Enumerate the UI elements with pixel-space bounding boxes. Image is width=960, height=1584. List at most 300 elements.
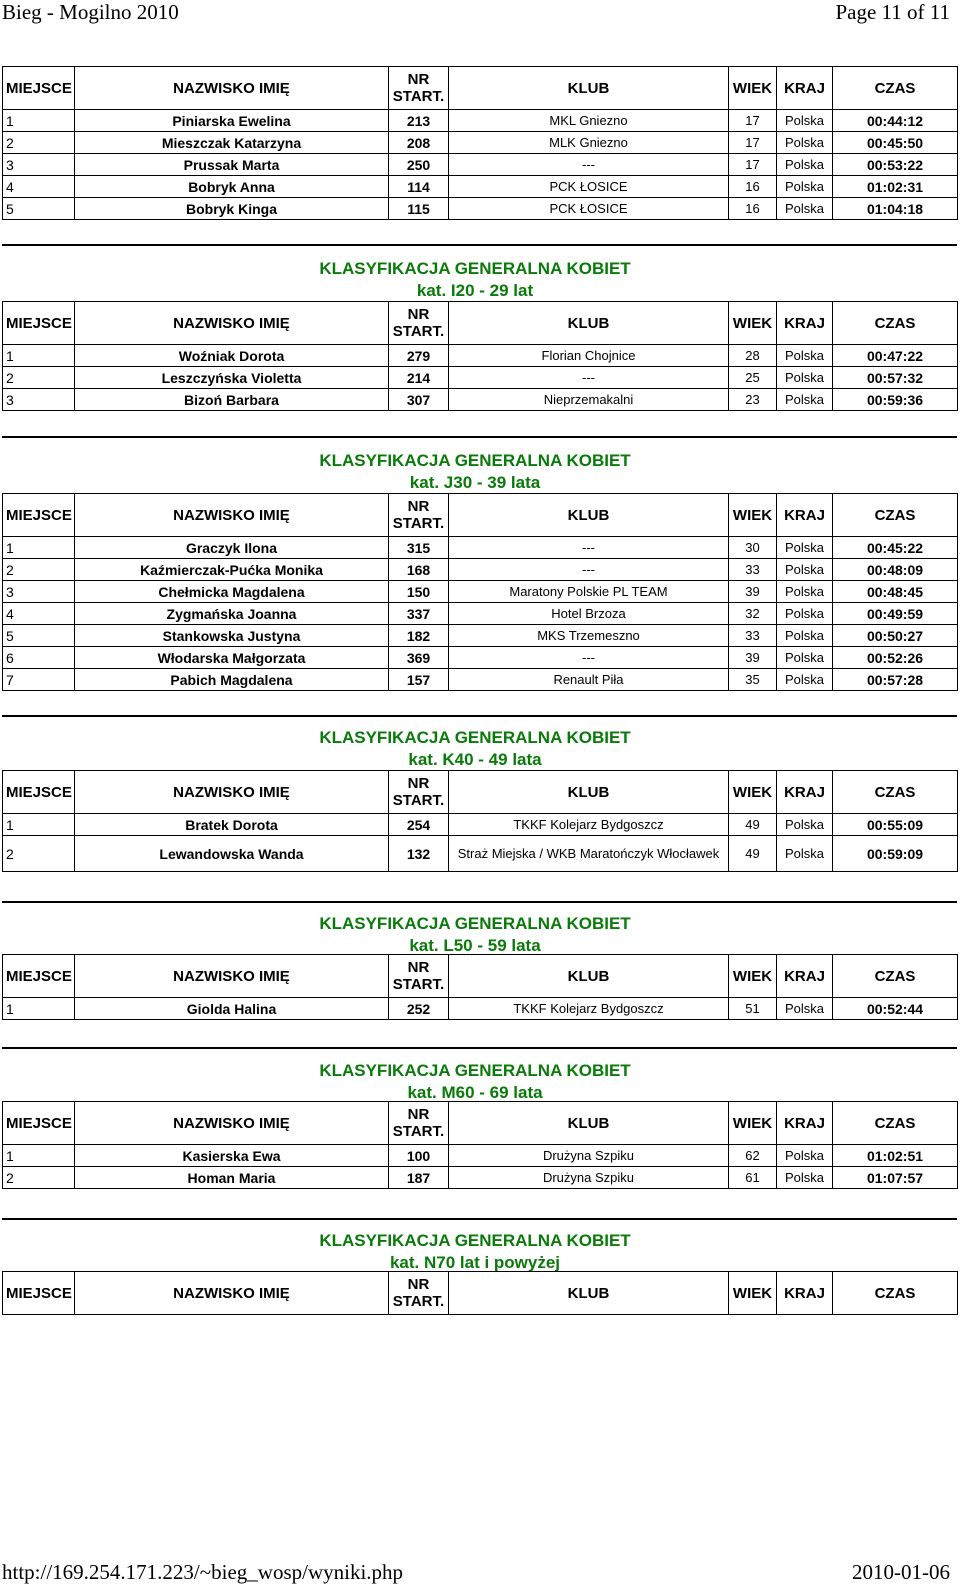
cell-pos: 5 xyxy=(3,625,75,647)
table-header-row xyxy=(3,67,958,110)
cell-country: Polska xyxy=(777,603,833,625)
cell-country: Polska xyxy=(777,389,833,411)
table-row xyxy=(3,581,958,603)
cell-country: Polska xyxy=(777,367,833,389)
cell-pos: 3 xyxy=(3,154,75,176)
cell-time: 00:59:36 xyxy=(833,389,958,411)
column-label: NAZWISKO IMIĘ xyxy=(173,1284,290,1302)
cell-age: 17 xyxy=(729,154,777,176)
cell-pos: 5 xyxy=(3,198,75,220)
cell-country: Polska xyxy=(777,998,833,1020)
table-row xyxy=(3,814,958,836)
cell-club: Hotel Brzoza xyxy=(449,603,729,625)
cell-nr: 132 xyxy=(389,836,449,872)
table-row xyxy=(3,389,958,411)
cell-country: Polska xyxy=(777,836,833,872)
cell-time: 00:59:09 xyxy=(833,836,958,872)
cell-country: Polska xyxy=(777,814,833,836)
header-miejsce xyxy=(3,955,75,998)
column-label: START. xyxy=(392,1123,445,1140)
column-label: NR xyxy=(407,71,430,88)
cell-pos: 2 xyxy=(3,367,75,389)
cell-club: MLK Gniezno xyxy=(449,132,729,154)
cell-name: Stankowska Justyna xyxy=(75,625,389,647)
cell-nr: 213 xyxy=(389,110,449,132)
cell-name: Giolda Halina xyxy=(75,998,389,1020)
cell-country: Polska xyxy=(777,625,833,647)
column-label: KRAJ xyxy=(784,506,825,524)
cell-age: 28 xyxy=(729,345,777,367)
section-heading xyxy=(0,450,950,494)
column-label: CZAS xyxy=(874,1114,916,1132)
header-klub xyxy=(449,302,729,345)
cell-pos: 1 xyxy=(3,814,75,836)
section-heading xyxy=(0,1230,950,1274)
cell-age: 39 xyxy=(729,581,777,603)
cell-pos: 1 xyxy=(3,1145,75,1167)
page-footer-url[interactable]: http://169.254.171.223/~bieg_wosp/wyniki.php xyxy=(2,1560,404,1584)
section-separator xyxy=(2,901,957,903)
cell-name: Włodarska Małgorzata xyxy=(75,647,389,669)
cell-age: 32 xyxy=(729,603,777,625)
cell-age: 16 xyxy=(729,176,777,198)
cell-club: Drużyna Szpiku xyxy=(449,1167,729,1189)
table-row xyxy=(3,537,958,559)
column-label: CZAS xyxy=(874,783,916,801)
column-label: MIEJSCE xyxy=(6,314,72,332)
cell-age: 25 xyxy=(729,367,777,389)
column-label: CZAS xyxy=(874,79,916,97)
table-row xyxy=(3,625,958,647)
column-label: MIEJSCE xyxy=(6,79,72,97)
column-label: NAZWISKO IMIĘ xyxy=(173,967,290,985)
cell-club: --- xyxy=(449,647,729,669)
header-czas xyxy=(833,494,958,537)
section-heading xyxy=(0,913,950,957)
results-table xyxy=(2,1101,958,1189)
column-label: KRAJ xyxy=(784,79,825,97)
cell-time: 01:07:57 xyxy=(833,1167,958,1189)
cell-pos: 3 xyxy=(3,389,75,411)
cell-nr: 307 xyxy=(389,389,449,411)
cell-time: 00:55:09 xyxy=(833,814,958,836)
cell-nr: 150 xyxy=(389,581,449,603)
cell-pos: 4 xyxy=(3,176,75,198)
header-miejsce xyxy=(3,494,75,537)
header-klub xyxy=(449,1272,729,1315)
column-label: KLUB xyxy=(567,783,610,801)
column-label: MIEJSCE xyxy=(6,1284,72,1302)
cell-nr: 157 xyxy=(389,669,449,691)
cell-club: PCK ŁOSICE xyxy=(449,198,729,220)
results-table xyxy=(2,1271,958,1315)
table-row xyxy=(3,998,958,1020)
header-kraj xyxy=(777,1102,833,1145)
cell-time: 00:52:44 xyxy=(833,998,958,1020)
cell-time: 00:47:22 xyxy=(833,345,958,367)
cell-age: 35 xyxy=(729,669,777,691)
header-kraj xyxy=(777,67,833,110)
cell-name: Piniarska Ewelina xyxy=(75,110,389,132)
header-wiek xyxy=(729,771,777,814)
section-separator xyxy=(2,1047,957,1049)
cell-nr: 187 xyxy=(389,1167,449,1189)
table-header-row xyxy=(3,955,958,998)
cell-name: Lewandowska Wanda xyxy=(75,836,389,872)
cell-time: 01:02:51 xyxy=(833,1145,958,1167)
header-kraj xyxy=(777,1272,833,1315)
table-row xyxy=(3,198,958,220)
section-separator xyxy=(2,436,957,438)
header-nr-start xyxy=(389,302,449,345)
cell-pos: 2 xyxy=(3,132,75,154)
header-miejsce xyxy=(3,771,75,814)
cell-age: 49 xyxy=(729,836,777,872)
header-klub xyxy=(449,955,729,998)
cell-time: 00:48:09 xyxy=(833,559,958,581)
cell-nr: 182 xyxy=(389,625,449,647)
column-label: WIEK xyxy=(732,783,773,801)
cell-pos: 3 xyxy=(3,581,75,603)
cell-club: Maratony Polskie PL TEAM xyxy=(449,581,729,603)
section-category: kat. M60 - 69 lata xyxy=(407,1083,543,1102)
cell-time: 00:53:22 xyxy=(833,154,958,176)
cell-country: Polska xyxy=(777,176,833,198)
section-category: kat. L50 - 59 lata xyxy=(409,936,541,955)
cell-age: 33 xyxy=(729,559,777,581)
cell-country: Polska xyxy=(777,1167,833,1189)
table-header-row xyxy=(3,1272,958,1315)
section-heading xyxy=(0,1060,950,1104)
column-label: NAZWISKO IMIĘ xyxy=(173,79,290,97)
cell-age: 51 xyxy=(729,998,777,1020)
cell-nr: 279 xyxy=(389,345,449,367)
column-label: KLUB xyxy=(567,79,610,97)
cell-name: Leszczyńska Violetta xyxy=(75,367,389,389)
column-label: WIEK xyxy=(732,314,773,332)
cell-name: Mieszczak Katarzyna xyxy=(75,132,389,154)
column-label: KRAJ xyxy=(784,967,825,985)
table-row xyxy=(3,603,958,625)
results-table xyxy=(2,301,958,411)
column-label: NAZWISKO IMIĘ xyxy=(173,506,290,524)
cell-name: Chełmicka Magdalena xyxy=(75,581,389,603)
cell-country: Polska xyxy=(777,559,833,581)
header-nr-start xyxy=(389,494,449,537)
cell-time: 00:48:45 xyxy=(833,581,958,603)
header-czas xyxy=(833,302,958,345)
cell-name: Zygmańska Joanna xyxy=(75,603,389,625)
header-nazwisko-imie xyxy=(75,494,389,537)
cell-country: Polska xyxy=(777,647,833,669)
column-label: START. xyxy=(392,976,445,993)
header-nazwisko-imie xyxy=(75,67,389,110)
header-kraj xyxy=(777,302,833,345)
cell-name: Homan Maria xyxy=(75,1167,389,1189)
column-label: NAZWISKO IMIĘ xyxy=(173,783,290,801)
column-label: CZAS xyxy=(874,967,916,985)
cell-time: 00:45:50 xyxy=(833,132,958,154)
section-title: KLASYFIKACJA GENERALNA KOBIET xyxy=(319,914,631,933)
header-nazwisko-imie xyxy=(75,1102,389,1145)
results-table xyxy=(2,493,958,691)
cell-time: 00:44:12 xyxy=(833,110,958,132)
cell-country: Polska xyxy=(777,110,833,132)
section-title: KLASYFIKACJA GENERALNA KOBIET xyxy=(319,1231,631,1250)
cell-name: Kaźmierczak-Pućka Monika xyxy=(75,559,389,581)
column-label: NR xyxy=(407,959,430,976)
header-miejsce xyxy=(3,1102,75,1145)
column-label: WIEK xyxy=(732,967,773,985)
cell-pos: 1 xyxy=(3,998,75,1020)
cell-nr: 208 xyxy=(389,132,449,154)
section-separator xyxy=(2,715,957,717)
cell-pos: 2 xyxy=(3,559,75,581)
column-label: MIEJSCE xyxy=(6,783,72,801)
cell-club: --- xyxy=(449,367,729,389)
cell-name: Bobryk Kinga xyxy=(75,198,389,220)
cell-age: 17 xyxy=(729,132,777,154)
header-nazwisko-imie xyxy=(75,955,389,998)
cell-time: 00:52:26 xyxy=(833,647,958,669)
cell-nr: 254 xyxy=(389,814,449,836)
header-nazwisko-imie xyxy=(75,771,389,814)
header-miejsce xyxy=(3,67,75,110)
table-header-row xyxy=(3,494,958,537)
cell-name: Prussak Marta xyxy=(75,154,389,176)
column-label: KLUB xyxy=(567,1114,610,1132)
table-header-row xyxy=(3,771,958,814)
header-klub xyxy=(449,67,729,110)
cell-country: Polska xyxy=(777,1145,833,1167)
cell-club: --- xyxy=(449,559,729,581)
column-label: MIEJSCE xyxy=(6,967,72,985)
cell-nr: 369 xyxy=(389,647,449,669)
cell-name: Pabich Magdalena xyxy=(75,669,389,691)
column-label: KLUB xyxy=(567,506,610,524)
column-label: NR xyxy=(407,306,430,323)
cell-time: 00:50:27 xyxy=(833,625,958,647)
header-wiek xyxy=(729,67,777,110)
cell-age: 62 xyxy=(729,1145,777,1167)
cell-pos: 1 xyxy=(3,537,75,559)
header-czas xyxy=(833,1102,958,1145)
column-label: START. xyxy=(392,88,445,105)
cell-club: Straż Miejska / WKB Maratończyk Włocławek xyxy=(449,836,729,872)
column-label: KLUB xyxy=(567,314,610,332)
column-label: NR xyxy=(407,1106,430,1123)
page-footer-date: 2010-01-06 xyxy=(852,1560,950,1584)
table-header-row xyxy=(3,1102,958,1145)
table-row xyxy=(3,669,958,691)
page-header-title: Bieg - Mogilno 2010 xyxy=(2,0,179,24)
column-label: KRAJ xyxy=(784,314,825,332)
column-label: NR xyxy=(407,498,430,515)
cell-nr: 100 xyxy=(389,1145,449,1167)
table-row xyxy=(3,367,958,389)
cell-pos: 7 xyxy=(3,669,75,691)
cell-name: Bobryk Anna xyxy=(75,176,389,198)
cell-nr: 115 xyxy=(389,198,449,220)
column-label: WIEK xyxy=(732,79,773,97)
table-row xyxy=(3,154,958,176)
header-nr-start xyxy=(389,1102,449,1145)
cell-club: --- xyxy=(449,154,729,176)
column-label: CZAS xyxy=(874,1284,916,1302)
section-title: KLASYFIKACJA GENERALNA KOBIET xyxy=(319,259,631,278)
cell-pos: 2 xyxy=(3,836,75,872)
cell-club: TKKF Kolejarz Bydgoszcz xyxy=(449,814,729,836)
column-label: KLUB xyxy=(567,967,610,985)
table-row xyxy=(3,647,958,669)
cell-name: Woźniak Dorota xyxy=(75,345,389,367)
header-czas xyxy=(833,771,958,814)
header-nr-start xyxy=(389,67,449,110)
results-table xyxy=(2,954,958,1020)
cell-pos: 4 xyxy=(3,603,75,625)
cell-age: 30 xyxy=(729,537,777,559)
column-label: NR xyxy=(407,775,430,792)
cell-country: Polska xyxy=(777,345,833,367)
header-wiek xyxy=(729,955,777,998)
cell-nr: 250 xyxy=(389,154,449,176)
cell-name: Bratek Dorota xyxy=(75,814,389,836)
column-label: NAZWISKO IMIĘ xyxy=(173,314,290,332)
header-nazwisko-imie xyxy=(75,302,389,345)
section-title: KLASYFIKACJA GENERALNA KOBIET xyxy=(319,451,631,470)
column-label: START. xyxy=(392,1293,445,1310)
header-czas xyxy=(833,67,958,110)
cell-club: Florian Chojnice xyxy=(449,345,729,367)
cell-time: 00:57:28 xyxy=(833,669,958,691)
cell-club: Renault Piła xyxy=(449,669,729,691)
cell-time: 01:02:31 xyxy=(833,176,958,198)
header-wiek xyxy=(729,1272,777,1315)
section-separator xyxy=(2,1218,957,1220)
column-label: CZAS xyxy=(874,314,916,332)
cell-pos: 1 xyxy=(3,110,75,132)
column-label: WIEK xyxy=(732,1284,773,1302)
column-label: KRAJ xyxy=(784,1114,825,1132)
section-title: KLASYFIKACJA GENERALNA KOBIET xyxy=(319,728,631,747)
cell-age: 49 xyxy=(729,814,777,836)
header-klub xyxy=(449,771,729,814)
section-category: kat. I20 - 29 lat xyxy=(416,281,534,300)
cell-time: 00:49:59 xyxy=(833,603,958,625)
cell-club: PCK ŁOSICE xyxy=(449,176,729,198)
cell-nr: 315 xyxy=(389,537,449,559)
table-row xyxy=(3,836,958,872)
column-label: NAZWISKO IMIĘ xyxy=(173,1114,290,1132)
header-wiek xyxy=(729,1102,777,1145)
cell-pos: 2 xyxy=(3,1167,75,1189)
cell-country: Polska xyxy=(777,154,833,176)
header-klub xyxy=(449,494,729,537)
section-title: KLASYFIKACJA GENERALNA KOBIET xyxy=(319,1061,631,1080)
cell-country: Polska xyxy=(777,198,833,220)
cell-club: Drużyna Szpiku xyxy=(449,1145,729,1167)
cell-age: 23 xyxy=(729,389,777,411)
header-kraj xyxy=(777,771,833,814)
cell-name: Graczyk Ilona xyxy=(75,537,389,559)
cell-club: MKL Gniezno xyxy=(449,110,729,132)
section-separator xyxy=(2,244,957,246)
section-category: kat. K40 - 49 lata xyxy=(408,750,542,769)
column-label: KRAJ xyxy=(784,783,825,801)
header-nazwisko-imie xyxy=(75,1272,389,1315)
cell-country: Polska xyxy=(777,669,833,691)
header-nr-start xyxy=(389,771,449,814)
column-label: WIEK xyxy=(732,1114,773,1132)
cell-nr: 168 xyxy=(389,559,449,581)
header-wiek xyxy=(729,302,777,345)
results-table xyxy=(2,66,958,220)
cell-country: Polska xyxy=(777,132,833,154)
column-label: MIEJSCE xyxy=(6,506,72,524)
header-czas xyxy=(833,955,958,998)
cell-time: 01:04:18 xyxy=(833,198,958,220)
table-row xyxy=(3,345,958,367)
page-header-page-number: Page 11 of 11 xyxy=(835,0,950,24)
column-label: KLUB xyxy=(567,1284,610,1302)
cell-nr: 337 xyxy=(389,603,449,625)
column-label: CZAS xyxy=(874,506,916,524)
cell-country: Polska xyxy=(777,537,833,559)
column-label: START. xyxy=(392,792,445,809)
section-category: kat. J30 - 39 lata xyxy=(409,473,541,492)
cell-club: MKS Trzemeszno xyxy=(449,625,729,647)
cell-club: TKKF Kolejarz Bydgoszcz xyxy=(449,998,729,1020)
header-kraj xyxy=(777,955,833,998)
table-row xyxy=(3,1145,958,1167)
column-label: NR xyxy=(407,1276,430,1293)
column-label: START. xyxy=(392,515,445,532)
cell-age: 17 xyxy=(729,110,777,132)
cell-age: 33 xyxy=(729,625,777,647)
cell-pos: 1 xyxy=(3,345,75,367)
header-nr-start xyxy=(389,955,449,998)
header-klub xyxy=(449,1102,729,1145)
section-heading xyxy=(0,727,950,771)
header-wiek xyxy=(729,494,777,537)
cell-name: Bizoń Barbara xyxy=(75,389,389,411)
header-nr-start xyxy=(389,1272,449,1315)
table-row xyxy=(3,110,958,132)
table-row xyxy=(3,559,958,581)
cell-club: Nieprzemakalni xyxy=(449,389,729,411)
cell-nr: 214 xyxy=(389,367,449,389)
cell-name: Kasierska Ewa xyxy=(75,1145,389,1167)
table-row xyxy=(3,1167,958,1189)
column-label: KRAJ xyxy=(784,1284,825,1302)
column-label: START. xyxy=(392,323,445,340)
results-table xyxy=(2,770,958,872)
header-czas xyxy=(833,1272,958,1315)
cell-nr: 114 xyxy=(389,176,449,198)
column-label: WIEK xyxy=(732,506,773,524)
cell-nr: 252 xyxy=(389,998,449,1020)
cell-age: 61 xyxy=(729,1167,777,1189)
cell-age: 16 xyxy=(729,198,777,220)
header-miejsce xyxy=(3,1272,75,1315)
cell-club: --- xyxy=(449,537,729,559)
section-heading xyxy=(0,258,950,302)
header-kraj xyxy=(777,494,833,537)
table-row xyxy=(3,132,958,154)
section-category: kat. N70 lat i powyżej xyxy=(389,1253,561,1272)
cell-time: 00:57:32 xyxy=(833,367,958,389)
cell-pos: 6 xyxy=(3,647,75,669)
